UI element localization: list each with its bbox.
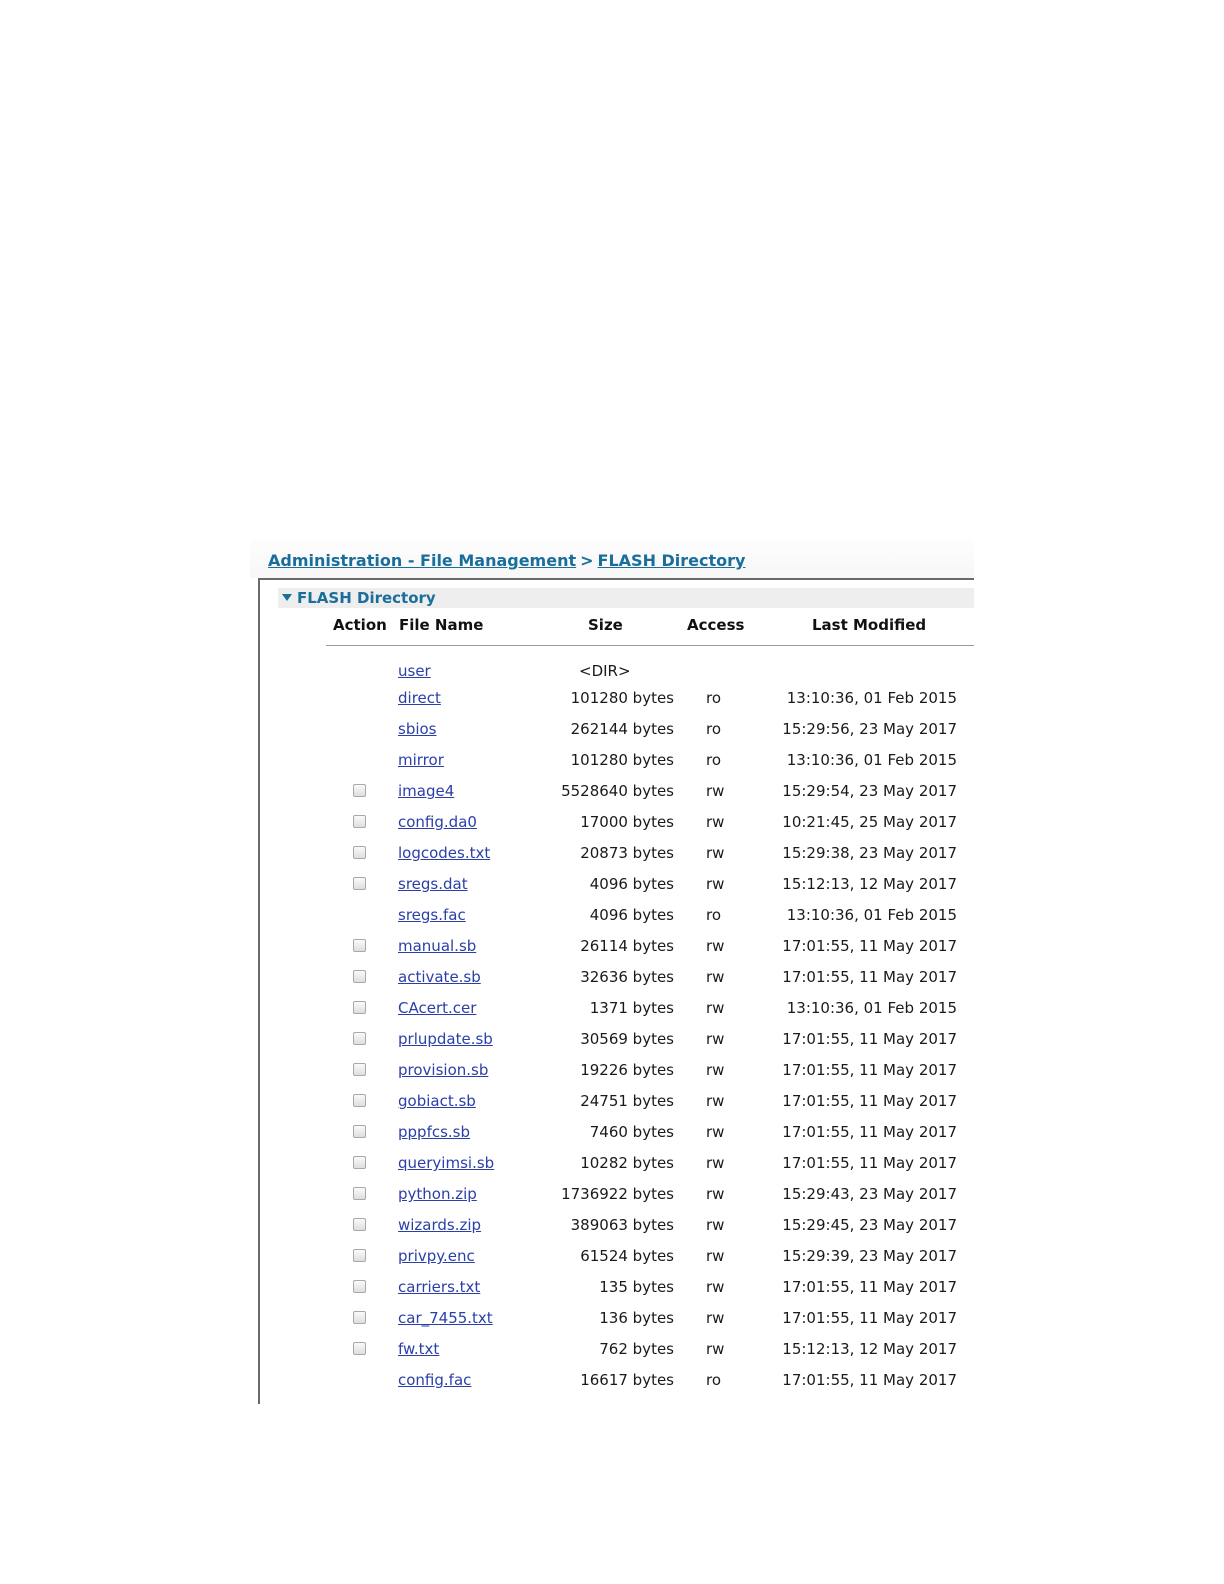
column-header-action: Action (333, 616, 387, 634)
file-size: 20873 bytes (580, 844, 674, 862)
file-size: 4096 bytes (589, 906, 674, 924)
file-size: 19226 bytes (580, 1061, 674, 1079)
file-last-modified: 15:29:56, 23 May 2017 (782, 720, 957, 738)
file-size: 7460 bytes (589, 1123, 674, 1141)
file-name-link[interactable]: provision.sb (398, 1061, 489, 1079)
file-name-link[interactable]: image4 (398, 782, 455, 800)
file-last-modified: 17:01:55, 11 May 2017 (782, 1309, 957, 1327)
file-name-link[interactable]: logcodes.txt (398, 844, 491, 862)
table-row (250, 999, 974, 1030)
file-size: 61524 bytes (580, 1247, 674, 1265)
file-name-link[interactable]: CAcert.cer (398, 999, 477, 1017)
file-access: rw (706, 1185, 725, 1203)
table-row (250, 1092, 974, 1123)
file-name-link[interactable]: fw.txt (398, 1340, 440, 1358)
table-row (250, 1154, 974, 1185)
file-name-link[interactable]: gobiact.sb (398, 1092, 476, 1110)
file-last-modified: 17:01:55, 11 May 2017 (782, 937, 957, 955)
table-row (250, 1247, 974, 1278)
row-select-checkbox[interactable] (353, 1342, 366, 1355)
row-select-checkbox[interactable] (353, 970, 366, 983)
row-select-checkbox[interactable] (353, 815, 366, 828)
table-row (250, 875, 974, 906)
file-size: 1736922 bytes (561, 1185, 674, 1203)
table-row (250, 844, 974, 875)
file-last-modified: 17:01:55, 11 May 2017 (782, 1371, 957, 1389)
file-size: 10282 bytes (580, 1154, 674, 1172)
file-access: rw (706, 1340, 725, 1358)
file-access: rw (706, 813, 725, 831)
table-row (250, 720, 974, 751)
column-header-last-modified: Last Modified (812, 616, 927, 634)
table-row (250, 906, 974, 937)
file-name-link[interactable]: config.da0 (398, 813, 477, 831)
row-select-checkbox[interactable] (353, 1249, 366, 1262)
file-name-link[interactable]: carriers.txt (398, 1278, 481, 1296)
file-access: ro (706, 906, 722, 924)
column-header-size: Size (588, 616, 623, 634)
file-name-link[interactable]: privpy.enc (398, 1247, 475, 1265)
file-name-link[interactable]: car_7455.txt (398, 1309, 493, 1327)
row-select-checkbox[interactable] (353, 939, 366, 952)
file-last-modified: 17:01:55, 11 May 2017 (782, 1154, 957, 1172)
row-select-checkbox[interactable] (353, 877, 366, 890)
file-size: 16617 bytes (580, 1371, 674, 1389)
file-access: rw (706, 782, 725, 800)
file-name-link[interactable]: sregs.fac (398, 906, 466, 924)
file-size: 389063 bytes (570, 1216, 674, 1234)
row-select-checkbox[interactable] (353, 846, 366, 859)
row-select-checkbox[interactable] (353, 1218, 366, 1231)
file-size: 4096 bytes (589, 875, 674, 893)
table-row (250, 1340, 974, 1371)
file-list (250, 540, 974, 1404)
file-access: rw (706, 1154, 725, 1172)
file-name-link[interactable]: mirror (398, 751, 444, 769)
file-access: rw (706, 1216, 725, 1234)
table-row (250, 1030, 974, 1061)
file-name-link[interactable]: user (398, 662, 431, 680)
file-access: rw (706, 1061, 725, 1079)
file-last-modified: 13:10:36, 01 Feb 2015 (786, 751, 957, 769)
file-name-link[interactable]: wizards.zip (398, 1216, 482, 1234)
file-size: 26114 bytes (580, 937, 674, 955)
file-access: rw (706, 999, 725, 1017)
table-row (250, 782, 974, 813)
row-select-checkbox[interactable] (353, 1032, 366, 1045)
table-row (250, 689, 974, 720)
table-row (250, 751, 974, 782)
file-last-modified: 15:29:45, 23 May 2017 (782, 1216, 957, 1234)
file-size: 762 bytes (599, 1340, 674, 1358)
file-size: 135 bytes (599, 1278, 674, 1296)
file-size: 17000 bytes (580, 813, 674, 831)
table-row (250, 1216, 974, 1247)
file-access: rw (706, 844, 725, 862)
breadcrumb-separator: > (580, 551, 594, 570)
file-size: 101280 bytes (570, 689, 674, 707)
file-access: rw (706, 1123, 725, 1141)
row-select-checkbox[interactable] (353, 1001, 366, 1014)
file-name-link[interactable]: queryimsi.sb (398, 1154, 495, 1172)
column-header-file-name: File Name (399, 616, 484, 634)
file-last-modified: 13:10:36, 01 Feb 2015 (786, 689, 957, 707)
row-select-checkbox[interactable] (353, 784, 366, 797)
row-select-checkbox[interactable] (353, 1125, 366, 1138)
file-last-modified: 13:10:36, 01 Feb 2015 (786, 999, 957, 1017)
file-size: 1371 bytes (589, 999, 674, 1017)
row-select-checkbox[interactable] (353, 1156, 366, 1169)
file-name-link[interactable]: pppfcs.sb (398, 1123, 471, 1141)
file-access: rw (706, 937, 725, 955)
file-last-modified: 13:10:36, 01 Feb 2015 (786, 906, 957, 924)
file-name-link[interactable]: config.fac (398, 1371, 472, 1389)
breadcrumb-link-flash-directory[interactable]: FLASH Directory (597, 551, 746, 570)
file-name-link[interactable]: sregs.dat (398, 875, 468, 893)
file-access: rw (706, 968, 725, 986)
table-row (250, 1185, 974, 1216)
file-name-link[interactable]: activate.sb (398, 968, 481, 986)
table-row (250, 1278, 974, 1309)
column-header-access: Access (687, 616, 745, 634)
file-last-modified: 15:12:13, 12 May 2017 (782, 875, 957, 893)
file-last-modified: 17:01:55, 11 May 2017 (782, 1123, 957, 1141)
file-size: 30569 bytes (580, 1030, 674, 1048)
row-select-checkbox[interactable] (353, 1280, 366, 1293)
file-last-modified: 17:01:55, 11 May 2017 (782, 1092, 957, 1110)
table-row (250, 1371, 974, 1402)
file-size: 101280 bytes (570, 751, 674, 769)
file-access: rw (706, 1030, 725, 1048)
table-row (250, 813, 974, 844)
table-row (250, 937, 974, 968)
table-row (250, 1061, 974, 1092)
file-access: rw (706, 1278, 725, 1296)
section-title: FLASH Directory (297, 589, 436, 607)
file-last-modified: 17:01:55, 11 May 2017 (782, 1278, 957, 1296)
file-name-link[interactable]: direct (398, 689, 441, 707)
table-row (250, 968, 974, 999)
file-name-link[interactable]: prlupdate.sb (398, 1030, 493, 1048)
file-size: 5528640 bytes (561, 782, 674, 800)
file-access: ro (706, 720, 722, 738)
row-select-checkbox[interactable] (353, 1063, 366, 1076)
file-last-modified: 17:01:55, 11 May 2017 (782, 968, 957, 986)
file-access: rw (706, 1309, 725, 1327)
file-access: ro (706, 1371, 722, 1389)
file-last-modified: 15:29:39, 23 May 2017 (782, 1247, 957, 1265)
file-last-modified: 15:29:43, 23 May 2017 (782, 1185, 957, 1203)
file-name-link[interactable]: manual.sb (398, 937, 477, 955)
file-last-modified: 15:12:13, 12 May 2017 (782, 1340, 957, 1358)
file-last-modified: 15:29:54, 23 May 2017 (782, 782, 957, 800)
file-size: <DIR> (579, 662, 631, 680)
row-select-checkbox[interactable] (353, 1187, 366, 1200)
row-select-checkbox[interactable] (353, 1094, 366, 1107)
file-access: rw (706, 1247, 725, 1265)
file-size: 136 bytes (599, 1309, 674, 1327)
file-access: rw (706, 875, 725, 893)
file-size: 32636 bytes (580, 968, 674, 986)
file-access: ro (706, 689, 722, 707)
row-select-checkbox[interactable] (353, 1311, 366, 1324)
file-access: rw (706, 1092, 725, 1110)
file-size: 262144 bytes (570, 720, 674, 738)
file-name-link[interactable]: sbios (398, 720, 437, 738)
file-last-modified: 10:21:45, 25 May 2017 (782, 813, 957, 831)
file-last-modified: 17:01:55, 11 May 2017 (782, 1030, 957, 1048)
flash-directory-screenshot (250, 540, 974, 1404)
breadcrumb-link-file-management[interactable]: Administration - File Management (268, 551, 577, 570)
file-name-link[interactable]: python.zip (398, 1185, 477, 1203)
table-row (250, 1123, 974, 1154)
table-row (250, 1309, 974, 1340)
file-size: 24751 bytes (580, 1092, 674, 1110)
file-access: ro (706, 751, 722, 769)
file-last-modified: 15:29:38, 23 May 2017 (782, 844, 957, 862)
file-last-modified: 17:01:55, 11 May 2017 (782, 1061, 957, 1079)
